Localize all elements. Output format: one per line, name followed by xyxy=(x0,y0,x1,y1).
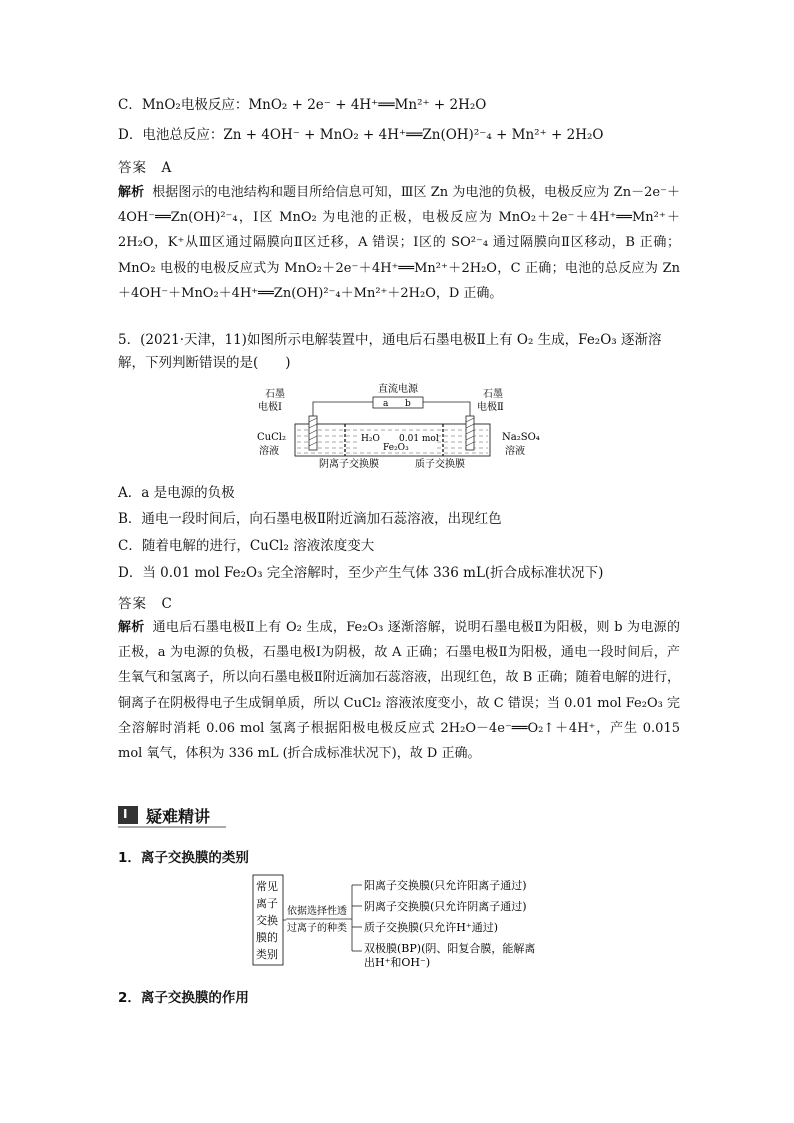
electrode-1-line2: 电极Ⅰ xyxy=(258,402,282,413)
tree-root-5: 类别 xyxy=(256,948,278,961)
section-header xyxy=(118,804,228,828)
analysis-text: 根据图示的电池结构和题目所给信息可知，Ⅲ区 Zn 为电池的负极，电极反应为 Zn－2e⁻＋4OH⁻══Zn(OH)²⁻₄，Ⅰ区 MnO₂ 为电池的正极，电极反应为 MnO₂＋2e⁻＋4H⁺══Mn²⁺＋2H₂O，K⁺从Ⅲ区通过隔膜向Ⅱ区迁移，A 错误；Ⅰ区的 SO²⁻₄ 通过隔膜向Ⅱ区移动，B 正确；MnO₂ 电极的电极反应式为 MnO₂＋2e⁻＋4H⁺══Mn²⁺＋2H₂O，C 正确；电池的总反应为 Zn＋4OH⁻＋MnO₂＋4H⁺══Zn(OH)²⁻₄＋Mn²⁺＋2H₂O，D 正确。 xyxy=(118,185,680,301)
tree-basis-1: 依据选择性透 xyxy=(287,906,347,917)
answer-2: 答案 C xyxy=(118,596,173,612)
tree-item-2: 阴离子交换膜(只允许阴离子通过) xyxy=(364,900,527,913)
left-solution-2: 溶液 xyxy=(259,446,279,457)
left-solution-1: CuCl₂ xyxy=(257,432,286,443)
membrane-1-label: 阴离子交换膜 xyxy=(319,459,379,470)
right-solution-2: 溶液 xyxy=(505,446,525,457)
section-badge: I xyxy=(118,806,138,824)
tree-item-3: 质子交换膜(只允许H⁺通过) xyxy=(364,921,498,934)
option-a: A．a 是电源的负极 xyxy=(118,485,235,501)
question-5-stem: 5．(2021·天津，11)如图所示电解装置中，通电后石墨电极Ⅱ上有 O₂ 生成，Fe₂O₃ 逐渐溶解，下列判断错误的是( ) xyxy=(118,332,662,371)
analysis-2 xyxy=(118,615,680,766)
tree-root-4: 膜的 xyxy=(256,931,278,944)
electrode-2-line1: 石墨 xyxy=(483,389,503,400)
tree-root-3: 交换 xyxy=(256,914,278,927)
section-title: 疑难精讲 xyxy=(146,807,211,826)
analysis-2-text: 通电后石墨电极Ⅱ上有 O₂ 生成，Fe₂O₃ 逐渐溶解，说明石墨电极Ⅱ为阳极，则 b 为电源的正极，a 为电源的负极，石墨电极Ⅰ为阴极，故 A 正确；石墨电极Ⅱ为阳极，通电一段时间后，产生氧气和氢离子，所以向石墨电极Ⅱ附近滴加石蕊溶液，出现红色，故 B 正确；随着电解的进行，铜离子在阴极得电子生成铜单质，所以 CuCl₂ 溶液浓度变小，故 C 错误；当 0.01 mol Fe₂O₃ 完全溶解时消耗 0.06 mol 氢离子根据阳极电极反应式 2H₂O－4e⁻══O₂↑＋4H⁺，产生 0.015 mol 氧气，体积为 336 mL (折合成标准状况下)，故 D 正确。 xyxy=(118,620,680,762)
electrode-2-line2: 电极Ⅱ xyxy=(477,402,504,413)
option-d: D．当 0.01 mol Fe₂O₃ 完全溶解时，至少产生气体 336 mL(折合成标准状况下) xyxy=(118,565,604,581)
power-label: 直流电源 xyxy=(378,384,418,395)
option-c: C．随着电解的进行，CuCl₂ 溶液浓度变大 xyxy=(118,538,375,554)
tree-item-4a: 双极膜(BP)(阴、阳复合膜，能解离 xyxy=(364,942,536,955)
middle-h2o: H₂O xyxy=(361,434,380,444)
subheading-2: 2．离子交换膜的作用 xyxy=(118,990,249,1006)
tree-basis-2: 过离子的种类 xyxy=(287,923,347,934)
tree-root-1: 常见 xyxy=(256,880,278,893)
tree-item-1: 阳离子交换膜(只允许阳离子通过) xyxy=(364,879,527,892)
subheading-1: 1．离子交换膜的类别 xyxy=(118,850,249,866)
middle-fe2o3: Fe₂O₃ xyxy=(383,443,409,453)
pole-a-label: a xyxy=(383,399,389,409)
pole-b-label: b xyxy=(405,399,411,409)
tree-item-4b: 出H⁺和OH⁻) xyxy=(364,956,431,968)
option-d-line: D．电池总反应：Zn + 4OH⁻ + MnO₂ + 4H⁺══Zn(OH)²⁻₄ + Mn²⁺ + 2H₂O xyxy=(118,127,604,143)
analysis-1 xyxy=(118,180,680,306)
electrolysis-diagram xyxy=(255,380,545,470)
tree-root-2: 离子 xyxy=(256,897,278,910)
membrane-2-label: 质子交换膜 xyxy=(415,459,465,470)
option-c-line: C．MnO₂电极反应：MnO₂ + 2e⁻ + 4H⁺══Mn²⁺ + 2H₂O xyxy=(118,97,487,113)
analysis-2-label: 解析 xyxy=(118,620,145,635)
membrane-tree xyxy=(252,872,562,968)
answer-1: 答案 A xyxy=(118,160,173,176)
option-b: B．通电一段时间后，向石墨电极Ⅱ附近滴加石蕊溶液，出现红色 xyxy=(118,511,502,527)
wire-left xyxy=(313,402,373,416)
middle-amount: 0.01 mol xyxy=(399,434,439,444)
electrode-1-line1: 石墨 xyxy=(265,389,285,400)
wire-right xyxy=(423,402,470,416)
right-solution-1: Na₂SO₄ xyxy=(502,432,540,443)
analysis-label: 解析 xyxy=(118,185,145,200)
section-underline xyxy=(118,826,226,828)
power-box xyxy=(373,397,423,408)
